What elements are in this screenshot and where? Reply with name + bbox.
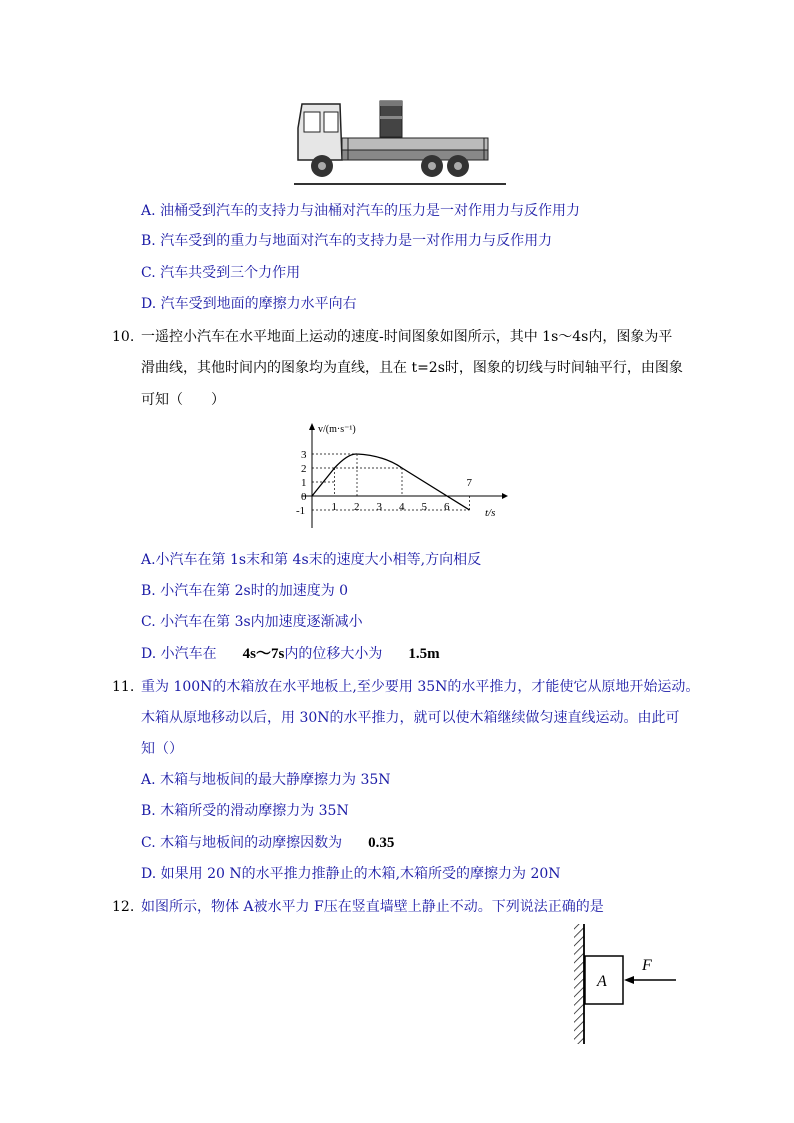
q11-option-a: A. 木箱与地板间的最大静摩擦力为 35N [141,772,391,788]
q10-stem-line-1: 一遥控小汽车在水平地面上运动的速度-时间图象如图所示，其中 1s～4s内，图象为平 [141,329,673,345]
q12-number: 12. [112,899,135,915]
q10-option-d-mid: 内的位移大小为 [284,646,383,662]
force-label: F [642,957,652,974]
y-tick--1: -1 [296,505,306,517]
x-axis-label: t/s [485,507,496,519]
y-tick-1: 1 [301,477,307,489]
q10-stem-line-2: 滑曲线，其他时间内的图象均为直线，且在 t=2s时，图象的切线与时间轴平行，由图象 [141,360,683,376]
y-tick-2: 2 [301,463,307,475]
x-tick-5: 5 [421,501,427,513]
q11-stem-line-1: 重为 100N的木箱放在水平地板上,至少要用 35N的水平推力，才能使它从原地开始运动。 [141,679,700,695]
y-tick-3: 3 [301,449,307,461]
q11-option-d: D. 如果用 20 N的水平推力推静止的木箱,木箱所受的摩擦力为 20N [141,866,561,882]
x-tick-4: 4 [399,501,405,513]
q11-option-c-value: 0.35 [368,835,395,851]
q10-option-d [141,644,440,664]
block-a-label: A [597,973,607,990]
q9-option-c: C. 汽车共受到三个力作用 [141,265,301,281]
q9-option-b: B. 汽车受到的重力与地面对汽车的支持力是一对作用力与反作用力 [141,233,553,249]
q10-option-b: B. 小汽车在第 2s时的加速度为 0 [141,583,349,599]
x-tick-2: 2 [354,501,360,513]
y-tick-0: 0 [301,491,307,503]
y-axis-arrow [309,423,315,430]
x-tick-3: 3 [376,501,382,513]
q11-option-b: B. 木箱所受的滑动摩擦力为 35N [141,803,349,819]
q10-stem-line-3: 可知（ ） [141,392,225,408]
x-tick-6: 6 [444,501,450,513]
q11-stem-line-3: 知（） [141,741,183,757]
q9-option-d: D. 汽车受到地面的摩擦力水平向右 [141,296,357,312]
velocity-time-chart [282,420,512,536]
wall-hatching [574,924,584,1044]
q10-option-a: A.小汽车在第 1s末和第 4s末的速度大小相等,方向相反 [141,552,482,568]
y-axis-label: v/(m·s⁻¹) [318,424,356,435]
x-tick-7: 7 [466,477,472,489]
q10-option-d-prefix: D. 小汽车在 [141,646,217,662]
q10-option-d-value: 1.5m [408,646,440,662]
q10-option-d-range: 4s～7s [242,646,285,662]
q11-stem-line-2: 木箱从原地移动以后，用 30N的水平推力，就可以使木箱继续做匀速直线运动。由此可 [141,710,680,726]
q11-option-c-prefix: C. 木箱与地板间的动摩擦因数为 [141,835,343,851]
q9-option-a: A. 油桶受到汽车的支持力与油桶对汽车的压力是一对作用力与反作用力 [141,203,581,219]
q11-option-c [141,833,394,853]
force-arrow-head [624,976,634,984]
x-axis-arrow [502,493,508,499]
q10-number: 10. [112,329,135,345]
wall-block-figure [572,922,684,1048]
q12-stem: 如图所示，物体 A被水平力 F压在竖直墙壁上静止不动。下列说法正确的是 [141,899,604,915]
q10-option-c: C. 小汽车在第 3s内加速度逐渐减小 [141,614,363,630]
x-tick-1: 1 [331,501,337,513]
truck-figure [294,98,506,190]
q11-number: 11. [112,679,135,695]
